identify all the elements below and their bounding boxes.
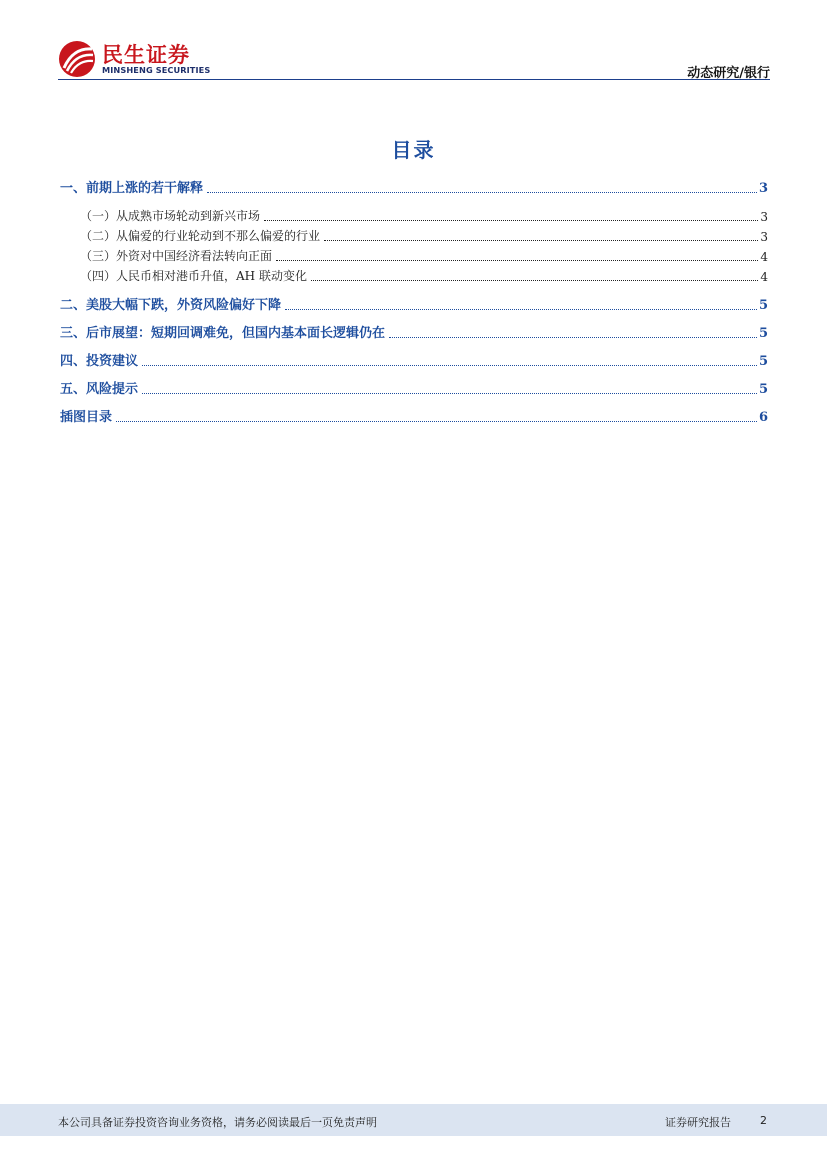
toc-entry-subsection-1-1[interactable]: [60, 206, 768, 224]
toc-leader-dots: [116, 411, 757, 422]
toc-entry-page: 5: [758, 298, 768, 313]
minsheng-logo-icon: [58, 40, 96, 78]
toc-title: 目录: [391, 138, 436, 162]
toc-entry-section-5[interactable]: [60, 379, 768, 397]
logo-english-name: MINSHENG SECURITIES: [102, 65, 211, 75]
logo-chinese-name: 民生证券: [102, 43, 190, 67]
toc-leader-dots: [324, 230, 758, 241]
toc-entry-label: 插图目录: [60, 410, 113, 425]
toc-entry-label: 四、投资建议: [60, 354, 139, 369]
toc-entry-label: （四）人民币相对港币升值，AH 联动变化: [80, 269, 307, 283]
footer-report-type: 证券研究报告: [665, 1116, 731, 1129]
header-divider: [58, 79, 770, 80]
toc-entry-label: （一）从成熟市场轮动到新兴市场: [80, 209, 261, 223]
toc-leader-dots: [311, 270, 758, 281]
toc-entry-page: 4: [760, 270, 768, 284]
toc-leader-dots: [142, 383, 757, 394]
toc-entry-page: 5: [758, 354, 768, 369]
toc-entry-subsection-1-4[interactable]: [60, 266, 768, 284]
toc-entry-label: （三）外资对中国经济看法转向正面: [80, 249, 273, 263]
toc-entry-label: （二）从偏爱的行业轮动到不那么偏爱的行业: [80, 229, 321, 243]
toc-entry-figure-index[interactable]: [60, 407, 768, 425]
toc-entry-subsection-1-3[interactable]: [60, 246, 768, 264]
toc-entry-subsection-1-2[interactable]: [60, 226, 768, 244]
toc-leader-dots: [276, 250, 758, 261]
toc-entry-section-3[interactable]: [60, 323, 768, 341]
toc-entry-section-2[interactable]: [60, 295, 768, 313]
toc-entry-page: 5: [758, 382, 768, 397]
toc-entry-section-4[interactable]: [60, 351, 768, 369]
toc-leader-dots: [142, 355, 757, 366]
toc-leader-dots: [264, 210, 758, 221]
toc-entry-label: 一、前期上涨的若干解释: [60, 181, 204, 196]
page-footer: [0, 1104, 827, 1136]
report-category: 动态研究/银行: [687, 66, 770, 81]
toc-leader-dots: [389, 327, 757, 338]
company-logo: [58, 38, 258, 78]
toc-entry-page: 3: [760, 210, 768, 224]
footer-disclaimer: 本公司具备证券投资咨询业务资格，请务必阅读最后一页免责声明: [58, 1116, 377, 1129]
toc-entry-label: 二、美股大幅下跌，外资风险偏好下降: [60, 298, 282, 313]
footer-page-number: 2: [760, 1114, 767, 1127]
toc-leader-dots: [285, 299, 757, 310]
toc-entry-label: 三、后市展望：短期回调难免，但国内基本面长逻辑仍在: [60, 326, 386, 341]
toc-entry-page: 3: [760, 230, 768, 244]
toc-entry-page: 5: [758, 326, 768, 341]
toc-entry-section-1[interactable]: [60, 178, 768, 196]
toc-leader-dots: [207, 182, 757, 193]
toc-entry-page: 4: [760, 250, 768, 264]
toc-entry-page: 6: [758, 410, 768, 425]
toc-entry-label: 五、风险提示: [60, 382, 139, 397]
toc-entry-page: 3: [758, 181, 768, 196]
page-header: [58, 38, 770, 82]
